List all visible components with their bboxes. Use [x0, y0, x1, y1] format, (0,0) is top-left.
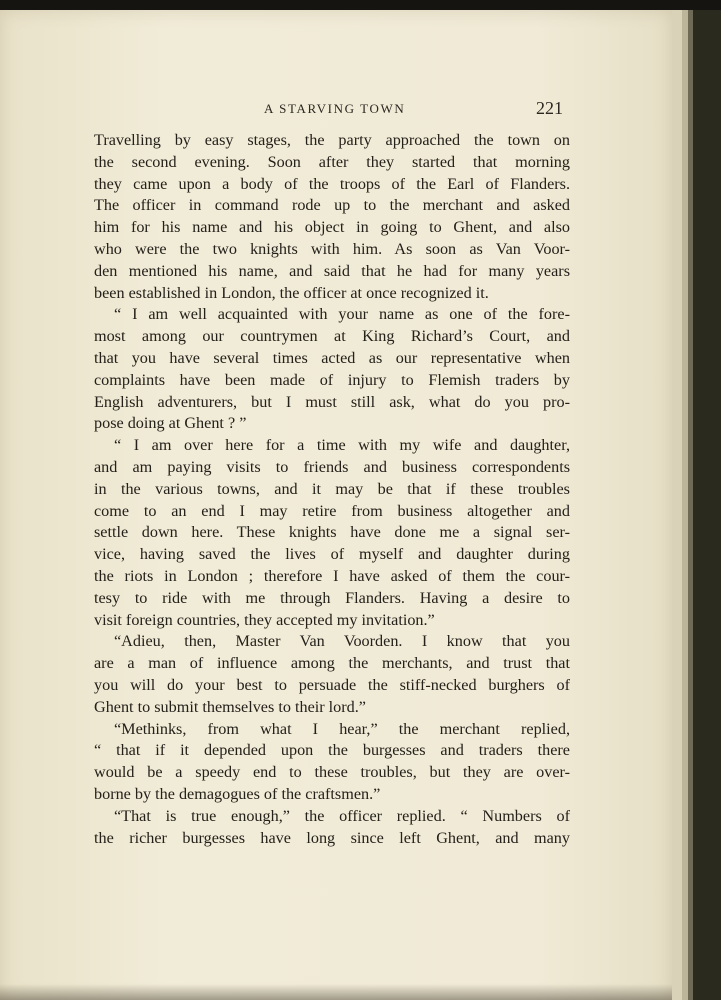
text-line: and am paying visits to friends and business correspondents — [94, 457, 570, 476]
text-line: you will do your best to persuade the stiff-necked burghers of — [94, 675, 570, 694]
body-text — [94, 130, 570, 849]
book-cover-edge — [693, 10, 721, 1000]
text-line: would be a speedy end to these troubles, but they are over- — [94, 763, 570, 782]
text-line: who were the two knights with him. As soon as Van Voor- — [94, 239, 570, 258]
text-line: that you have several times acted as our representative when — [94, 348, 570, 367]
text-line: “ I am over here for a time with my wife and daughter, — [114, 436, 570, 455]
page-number: 221 — [536, 98, 563, 118]
text-line: in the various towns, and it may be that if these troubles — [94, 479, 570, 498]
running-title: A STARVING TOWN — [264, 101, 406, 116]
text-line: most among our countrymen at King Richard’s Court, and — [94, 327, 570, 346]
text-line: come to an end I may retire from business altogether and — [94, 501, 570, 520]
text-line: settle down here. These knights have done me a signal ser- — [94, 523, 570, 542]
text-line: been established in London, the officer at once recognized it. — [94, 283, 489, 302]
text-line: the richer burgesses have long since left Ghent, and many — [94, 828, 570, 847]
text-line: den mentioned his name, and said that he had for many years — [94, 261, 570, 280]
text-line: visit foreign countries, they accepted my invitation.” — [94, 610, 435, 629]
text-line: the riots in London ; therefore I have asked of them the cour- — [94, 566, 570, 585]
text-line: borne by the demagogues of the craftsmen.” — [94, 784, 381, 803]
page-header — [0, 98, 672, 122]
text-line: “ I am well acquainted with your name as one of the fore- — [114, 305, 570, 324]
text-line: “ that if it depended upon the burgesses and traders there — [94, 741, 570, 760]
text-line: the second evening. Soon after they started that morning — [94, 152, 570, 171]
text-line: “That is true enough,” the officer replied. “ Numbers of — [114, 806, 570, 825]
text-line: “Methinks, from what I hear,” the merchant replied, — [114, 719, 570, 738]
text-line: tesy to ride with me through Flanders. Having a desire to — [94, 588, 570, 607]
text-line: they came upon a body of the troops of the Earl of Flanders. — [94, 174, 570, 193]
text-line: vice, having saved the lives of myself and daughter during — [94, 545, 570, 564]
text-line: are a man of influence among the merchants, and trust that — [94, 654, 570, 673]
bottom-shadow — [0, 984, 672, 1000]
text-line: Ghent to submit themselves to their lord.” — [94, 697, 366, 716]
page-edge — [672, 10, 682, 1000]
text-line: pose doing at Ghent ? ” — [94, 414, 247, 433]
text-line: him for his name and his object in going to Ghent, and also — [94, 218, 570, 237]
text-line: “Adieu, then, Master Van Voorden. I know that you — [114, 632, 570, 651]
text-line: The officer in command rode up to the merchant and asked — [94, 196, 570, 215]
text-line: complaints have been made of injury to Flemish traders by — [94, 370, 570, 389]
text-line: Travelling by easy stages, the party approached the town on — [94, 131, 570, 149]
text-line: English adventurers, but I must still ask, what do you pro- — [94, 392, 570, 411]
